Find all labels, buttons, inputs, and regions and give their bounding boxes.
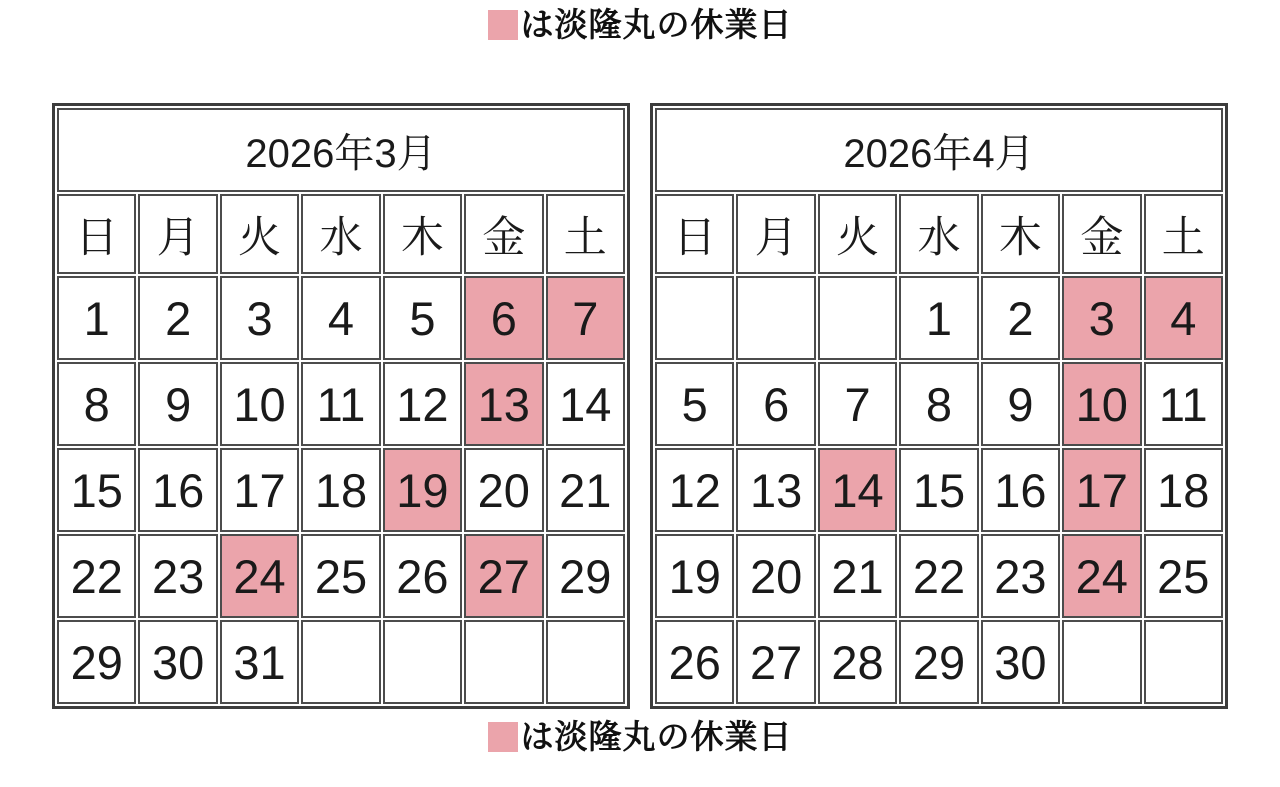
- weekday-header: 月: [736, 194, 815, 274]
- weekday-header: 水: [301, 194, 380, 274]
- weekday-header: 木: [383, 194, 462, 274]
- weekday-header: 月: [138, 194, 217, 274]
- weekday-header: 木: [981, 194, 1060, 274]
- week-row: [57, 620, 625, 704]
- empty-cell: [655, 276, 734, 360]
- day-cell-closed: 7: [546, 276, 625, 360]
- closed-day-swatch-icon: [488, 722, 518, 752]
- day-cell-closed: 24: [220, 534, 299, 618]
- empty-cell: [301, 620, 380, 704]
- closed-day-swatch-icon: [488, 10, 518, 40]
- day-cell: 21: [546, 448, 625, 532]
- day-cell: 31: [220, 620, 299, 704]
- legend-bottom: [0, 713, 1280, 757]
- day-cell-closed: 4: [1144, 276, 1223, 360]
- weekday-header: 金: [464, 194, 543, 274]
- day-cell: 4: [301, 276, 380, 360]
- day-cell: 19: [655, 534, 734, 618]
- day-cell-closed: 27: [464, 534, 543, 618]
- legend-text: は淡隆丸の休業日: [520, 718, 793, 755]
- weekday-header: 日: [655, 194, 734, 274]
- day-cell: 8: [57, 362, 136, 446]
- weekday-header: 火: [220, 194, 299, 274]
- day-cell-closed: 3: [1062, 276, 1141, 360]
- weekday-header: 土: [1144, 194, 1223, 274]
- day-cell: 26: [655, 620, 734, 704]
- day-cell: 29: [546, 534, 625, 618]
- week-row: [57, 448, 625, 532]
- day-cell-closed: 13: [464, 362, 543, 446]
- week-row: [655, 448, 1223, 532]
- weekday-header: 土: [546, 194, 625, 274]
- day-cell: 2: [138, 276, 217, 360]
- day-cell: 1: [899, 276, 978, 360]
- week-row: [655, 276, 1223, 360]
- week-row: [655, 620, 1223, 704]
- legend-top: [0, 0, 1280, 45]
- calendar-title: 2026年3月: [57, 108, 625, 192]
- day-cell: 18: [301, 448, 380, 532]
- calendars-container: [0, 103, 1280, 709]
- empty-cell: [464, 620, 543, 704]
- day-cell: 11: [1144, 362, 1223, 446]
- empty-cell: [383, 620, 462, 704]
- day-cell-closed: 6: [464, 276, 543, 360]
- day-cell: 9: [981, 362, 1060, 446]
- day-cell-closed: 10: [1062, 362, 1141, 446]
- day-cell: 11: [301, 362, 380, 446]
- day-cell: 12: [383, 362, 462, 446]
- day-cell-closed: 19: [383, 448, 462, 532]
- day-cell: 26: [383, 534, 462, 618]
- day-cell: 23: [981, 534, 1060, 618]
- legend-text: は淡隆丸の休業日: [520, 6, 793, 43]
- day-cell: 6: [736, 362, 815, 446]
- weekday-header: 金: [1062, 194, 1141, 274]
- day-cell: 18: [1144, 448, 1223, 532]
- week-row: [57, 276, 625, 360]
- day-cell: 29: [899, 620, 978, 704]
- calendar-march-2026: [52, 103, 630, 709]
- day-cell-closed: 17: [1062, 448, 1141, 532]
- day-cell: 21: [818, 534, 897, 618]
- day-cell: 5: [655, 362, 734, 446]
- day-cell: 15: [899, 448, 978, 532]
- day-cell: 10: [220, 362, 299, 446]
- day-cell: 30: [981, 620, 1060, 704]
- day-cell: 2: [981, 276, 1060, 360]
- day-cell: 17: [220, 448, 299, 532]
- day-cell: 20: [736, 534, 815, 618]
- day-cell: 7: [818, 362, 897, 446]
- weekday-header: 火: [818, 194, 897, 274]
- day-cell: 8: [899, 362, 978, 446]
- day-cell: 22: [57, 534, 136, 618]
- day-cell: 14: [546, 362, 625, 446]
- day-cell: 9: [138, 362, 217, 446]
- day-cell: 16: [138, 448, 217, 532]
- day-cell: 5: [383, 276, 462, 360]
- day-cell-closed: 14: [818, 448, 897, 532]
- day-cell: 28: [818, 620, 897, 704]
- week-row: [655, 362, 1223, 446]
- empty-cell: [1062, 620, 1141, 704]
- day-cell: 25: [301, 534, 380, 618]
- day-cell: 29: [57, 620, 136, 704]
- day-cell: 23: [138, 534, 217, 618]
- weekday-header: 水: [899, 194, 978, 274]
- empty-cell: [546, 620, 625, 704]
- day-cell: 3: [220, 276, 299, 360]
- empty-cell: [1144, 620, 1223, 704]
- day-cell: 30: [138, 620, 217, 704]
- calendar-title: 2026年4月: [655, 108, 1223, 192]
- empty-cell: [818, 276, 897, 360]
- day-cell: 1: [57, 276, 136, 360]
- day-cell: 20: [464, 448, 543, 532]
- calendar-april-2026: [650, 103, 1228, 709]
- day-cell-closed: 24: [1062, 534, 1141, 618]
- week-row: [57, 534, 625, 618]
- day-cell: 16: [981, 448, 1060, 532]
- empty-cell: [736, 276, 815, 360]
- day-cell: 15: [57, 448, 136, 532]
- weekday-header: 日: [57, 194, 136, 274]
- week-row: [57, 362, 625, 446]
- day-cell: 13: [736, 448, 815, 532]
- day-cell: 27: [736, 620, 815, 704]
- day-cell: 12: [655, 448, 734, 532]
- day-cell: 25: [1144, 534, 1223, 618]
- day-cell: 22: [899, 534, 978, 618]
- week-row: [655, 534, 1223, 618]
